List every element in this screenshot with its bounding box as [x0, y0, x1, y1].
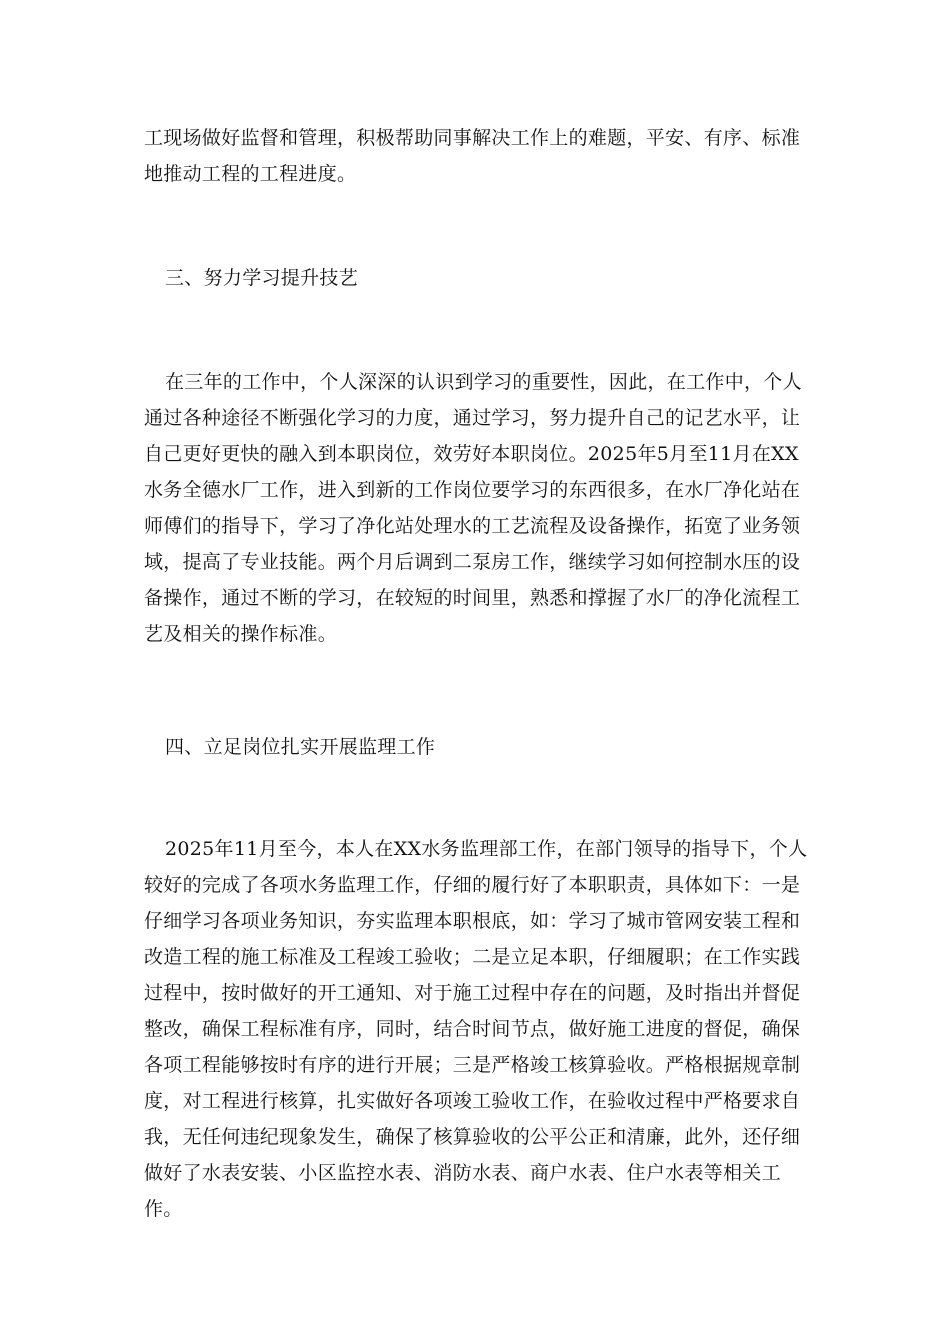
section-heading-3: 三、努力学习提升技艺: [165, 267, 359, 289]
paragraph-learning: 在三年的工作中，个人深深的认识到学习的重要性，因此，在工作中，个人通过各种途径不断强化学习的力度，通过学习，努力提升自己的记艺水平，让自己更好更快的融入到本职岗位，效劳好本职岗位。2025年5月至11月在XX水务全德水厂工作，进入到新的工作岗位要学习的东西很多，在水厂净化站在师傅们的指导下，学习了净化站处理水的工艺流程及设备操作，拓宽了业务领域，提高了专业技能。两个月后调到二泵房工作，继续学习如何控制水压的设备操作，通过不断的学习，在较短的时间里，熟悉和撑握了水厂的净化流程工艺及相关的操作标准。: [144, 371, 802, 645]
section-heading-4: 四、立足岗位扎实开展监理工作: [165, 736, 436, 758]
paragraph-supervision: 2025年11月至今，本人在XX水务监理部工作，在部门领导的指导下，个人较好的完成了各项水务监理工作，仔细的履行好了本职职责，具体如下：一是仔细学习各项业务知识，夯实监理本职根底，如：学习了城市管网安装工程和改造工程的施工标准及工程竣工验收；二是立足本职，仔细履职；在工作实践过程中，按时做好的开工通知、对于施工过程中存在的问题，及时指出并督促整改，确保工程标准有序，同时，结合时间节点，做好施工进度的督促，确保各项工程能够按时有序的进行开展；三是严格竣工核算验收。严格根据规章制度，对工程进行核算，扎实做好各项竣工验收工作，在验收过程中严格要求自我，无任何违纪现象发生，确保了核算验收的公平公正和清廉，此外，还仔细做好了水表安装、小区监控水表、消防水表、商户水表、住户水表等相关工作。: [144, 838, 808, 1220]
paragraph-continuation: 工现场做好监督和管理，积极帮助同事解决工作上的难题，平安、有序、标准地推动工程的工程进度。: [144, 127, 801, 185]
